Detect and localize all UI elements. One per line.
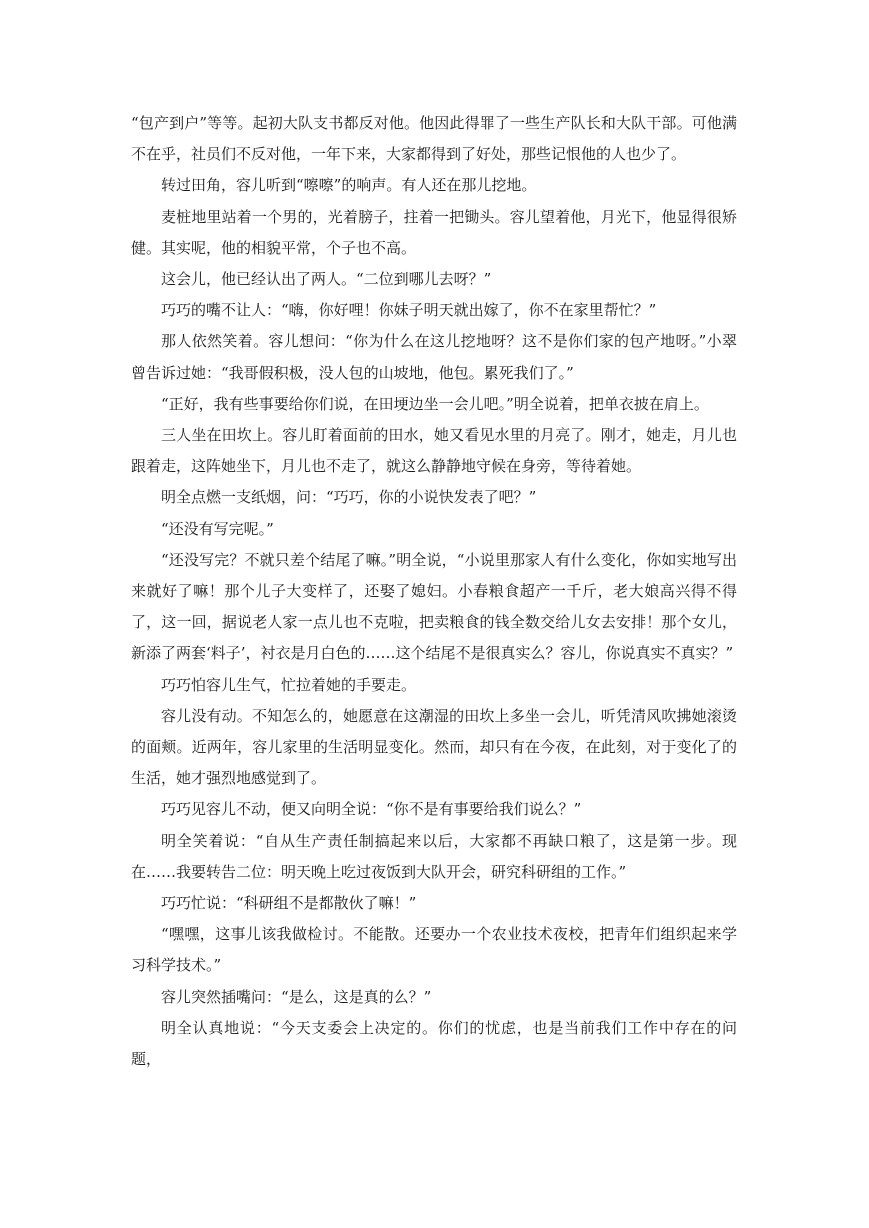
paragraph: 麦桩地里站着一个男的，光着膀子，拄着一把锄头。容儿望着他，月光下，他显得很矫健。其实呢，他的相貌平常，个子也不高。: [131, 207, 737, 257]
paragraph: “还没写完？不就只差个结尾了嘛。”明全说，“小说里那家人有什么变化，你如实地写出来就好了嘛！那个儿子大变样了，还娶了媳妇。小春粮食超产一千斤，老大娘高兴得不得了，这一回，据说老人家一点儿也不克啦，把卖粮食的钱全数交给儿女去安排！那个女儿，新添了两套‘料子’，衬衣是月白色的……这个结尾不是很真实么？容儿，你说真实不真实？”: [131, 550, 737, 663]
paragraph: 容儿突然插嘴问：“是么，这是真的么？”: [161, 987, 432, 1006]
paragraph: “嘿嘿，这事儿该我做检讨。不能散。还要办一个农业技术夜校，把青年们组织起来学习科学技术。”: [131, 925, 737, 975]
paragraph: 巧巧见容儿不动，便又向明全说：“你不是有事要给我们说么？”: [161, 800, 582, 819]
paragraph: 巧巧的嘴不让人：“嗨，你好哩！你妹子明天就出嫁了，你不在家里帮忙？”: [161, 301, 657, 320]
paragraph: 三人坐在田坎上。容儿盯着面前的田水，她又看见水里的月亮了。刚才，她走，月儿也跟着走，这阵她坐下，月儿也不走了，就这么静静地守候在身旁，等待着她。: [131, 426, 737, 476]
paragraph: 巧巧忙说：“科研组不是都散伙了嘛！”: [161, 894, 417, 913]
paragraph: 转过田角，容儿听到“嚓嚓”的响声。有人还在那儿挖地。: [161, 176, 537, 195]
paragraph: 这会儿，他已经认出了两人。“二位到哪儿去呀？”: [161, 270, 492, 289]
paragraph: 明全点燃一支纸烟，问：“巧巧，你的小说快发表了吧？”: [161, 488, 537, 507]
paragraph: “还没有写完呢。”: [161, 519, 274, 538]
paragraph: 那人依然笑着。容儿想问：“你为什么在这儿挖地呀？这不是你们家的包产地呀。”小翠曾告诉过她：“我哥假积极，没人包的山坡地，他包。累死我们了。”: [131, 332, 737, 382]
paragraph: “正好，我有些事要给你们说，在田埂边坐一会儿吧。”明全说着，把单衣披在肩上。: [161, 394, 709, 413]
paragraph: 容儿没有动。不知怎么的，她愿意在这潮湿的田坎上多坐一会儿，听凭清风吹拂她滚烫的面颊。近两年，容儿家里的生活明显变化。然而，却只有在今夜，在此刻，对于变化了的生活，她才强烈地感觉到了。: [131, 706, 737, 788]
body-text: [131, 108, 737, 1075]
paragraph: 明全笑着说：“自从生产责任制搞起来以后，大家都不再缺口粮了，这是第一步。现在……我要转告二位：明天晚上吃过夜饭到大队开会，研究科研组的工作。”: [131, 831, 737, 881]
paragraph: 明全认真地说：“今天支委会上决定的。你们的忧虑，也是当前我们工作中存在的问题，: [131, 1018, 737, 1069]
paragraph: “包产到户”等等。起初大队支书都反对他。他因此得罪了一些生产队长和大队干部。可他满不在乎，社员们不反对他，一年下来，大家都得到了好处，那些记恨他的人也少了。: [131, 114, 737, 164]
paragraph: 巧巧怕容儿生气，忙拉着她的手要走。: [161, 675, 417, 694]
